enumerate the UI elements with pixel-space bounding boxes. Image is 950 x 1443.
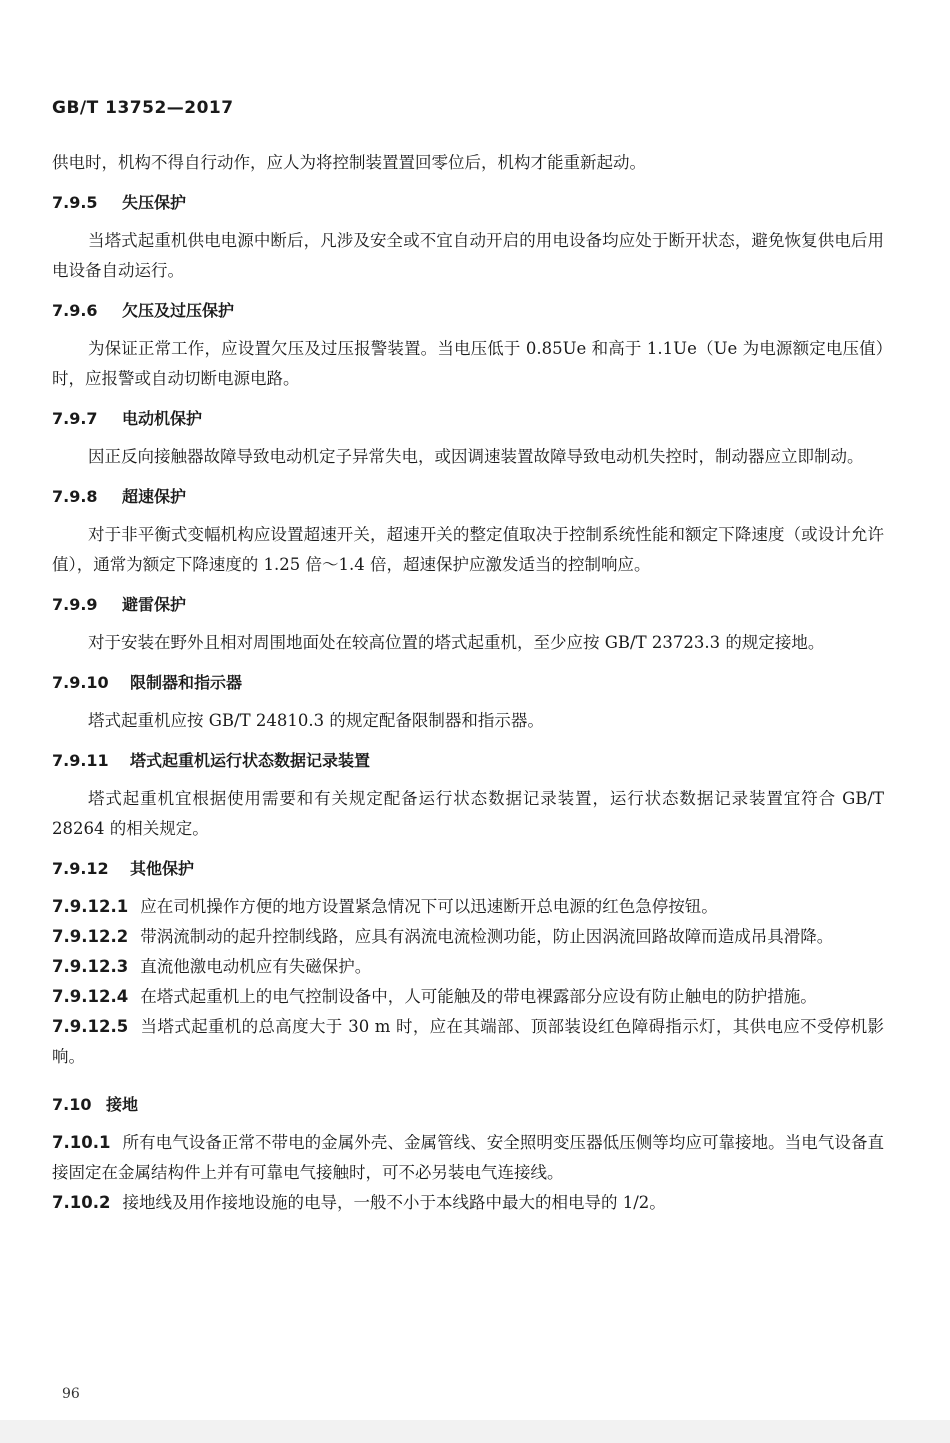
section-title: 限制器和指示器: [130, 673, 243, 692]
section-heading-7-9-9: [52, 590, 884, 620]
clause-7-9-12-2: [52, 922, 884, 952]
section-title: 电动机保护: [122, 409, 203, 428]
clause-text: 所有电气设备正常不带电的金属外壳、金属管线、安全照明变压器低压侧等均应可靠接地。当电气设备直接固定在金属结构件上并有可靠电气接触时，可不必另装电气连接线。: [52, 1133, 884, 1182]
clause-text: 接地线及用作接地设施的电导，一般不小于本线路中最大的相电导的 1/2。: [122, 1193, 666, 1212]
section-body-7-9-9: 对于安装在野外且相对周围地面处在较高位置的塔式起重机，至少应按 GB/T 23723.3 的规定接地。: [88, 633, 825, 652]
section-number: 7.9.10: [52, 673, 109, 692]
clause-number: 7.10.1: [52, 1133, 111, 1152]
clause-7-10-2: [52, 1188, 884, 1218]
clause-number: 7.10.2: [52, 1193, 111, 1212]
page-content: [52, 148, 884, 1218]
section-heading-7-9-11: [52, 746, 884, 776]
section-body-7-9-8: 对于非平衡式变幅机构应设置超速开关，超速开关的整定值取决于控制系统性能和额定下降速度（或设计允许值），通常为额定下降速度的 1.25 倍～1.4 倍，超速保护应激发适当的控制响应。: [52, 525, 884, 574]
section-number: 7.9.8: [52, 487, 98, 506]
section-number: 7.9.6: [52, 301, 98, 320]
section-number: 7.9.5: [52, 193, 98, 212]
lead-paragraph: 供电时，机构不得自行动作，应人为将控制装置置回零位后，机构才能重新起动。: [52, 153, 646, 172]
section-title: 超速保护: [122, 487, 187, 506]
clause-text: 在塔式起重机上的电气控制设备中，人可能触及的带电裸露部分应设有防止触电的防护措施。: [140, 987, 817, 1006]
section-heading-7-9-12: [52, 854, 884, 884]
clause-text: 当塔式起重机的总高度大于 30 m 时，应在其端部、顶部装设红色障碍指示灯，其供电应不受停机影响。: [52, 1017, 884, 1066]
section-body-7-9-10: 塔式起重机应按 GB/T 24810.3 的规定配备限制器和指示器。: [88, 711, 544, 730]
clause-7-9-12-1: [52, 892, 884, 922]
section-body-7-9-5: 当塔式起重机供电电源中断后，凡涉及安全或不宜自动开启的用电设备均应处于断开状态，避免恢复供电后用电设备自动运行。: [52, 231, 884, 280]
section-body-7-9-7: 因正反向接触器故障导致电动机定子异常失电，或因调速装置故障导致电动机失控时，制动器应立即制动。: [88, 447, 864, 466]
section-heading-7-9-7: [52, 404, 884, 434]
clause-number: 7.9.12.5: [52, 1017, 129, 1036]
section-title: 接地: [106, 1095, 139, 1114]
clause-number: 7.9.12.1: [52, 897, 129, 916]
section-number: 7.9.9: [52, 595, 98, 614]
section-title: 其他保护: [130, 859, 195, 878]
section-title: 失压保护: [122, 193, 187, 212]
section-heading-7-10: [52, 1090, 884, 1120]
clause-text: 直流他激电动机应有失磁保护。: [140, 957, 372, 976]
clause-number: 7.9.12.2: [52, 927, 129, 946]
section-title: 避雷保护: [122, 595, 187, 614]
clause-7-10-1: [52, 1128, 884, 1188]
section-number: 7.9.11: [52, 751, 109, 770]
section-body-7-9-11: 塔式起重机宜根据使用需要和有关规定配备运行状态数据记录装置，运行状态数据记录装置宜符合 GB/T 28264 的相关规定。: [52, 789, 884, 838]
page-number: 96: [62, 1386, 80, 1402]
section-number: 7.9.7: [52, 409, 98, 428]
document-id: GB/T 13752—2017: [52, 98, 234, 118]
section-heading-7-9-8: [52, 482, 884, 512]
section-heading-7-9-10: [52, 668, 884, 698]
section-body-7-9-6: 为保证正常工作，应设置欠压及过压报警装置。当电压低于 0.85Ue 和高于 1.1Ue（Ue 为电源额定电压值）时，应报警或自动切断电源电路。: [52, 339, 884, 388]
clause-7-9-12-4: [52, 982, 884, 1012]
section-number: 7.9.12: [52, 859, 109, 878]
clause-text: 应在司机操作方便的地方设置紧急情况下可以迅速断开总电源的红色急停按钮。: [140, 897, 718, 916]
section-number: 7.10: [52, 1095, 92, 1114]
clause-number: 7.9.12.3: [52, 957, 129, 976]
clause-7-9-12-5: [52, 1012, 884, 1072]
clause-7-9-12-3: [52, 952, 884, 982]
section-title: 欠压及过压保护: [122, 301, 235, 320]
page-bottom-edge: [0, 1420, 950, 1443]
section-title: 塔式起重机运行状态数据记录装置: [130, 751, 371, 770]
clause-text: 带涡流制动的起升控制线路，应具有涡流电流检测功能，防止因涡流回路故障而造成吊具滑降。: [140, 927, 834, 946]
section-heading-7-9-5: [52, 188, 884, 218]
clause-number: 7.9.12.4: [52, 987, 129, 1006]
section-heading-7-9-6: [52, 296, 884, 326]
